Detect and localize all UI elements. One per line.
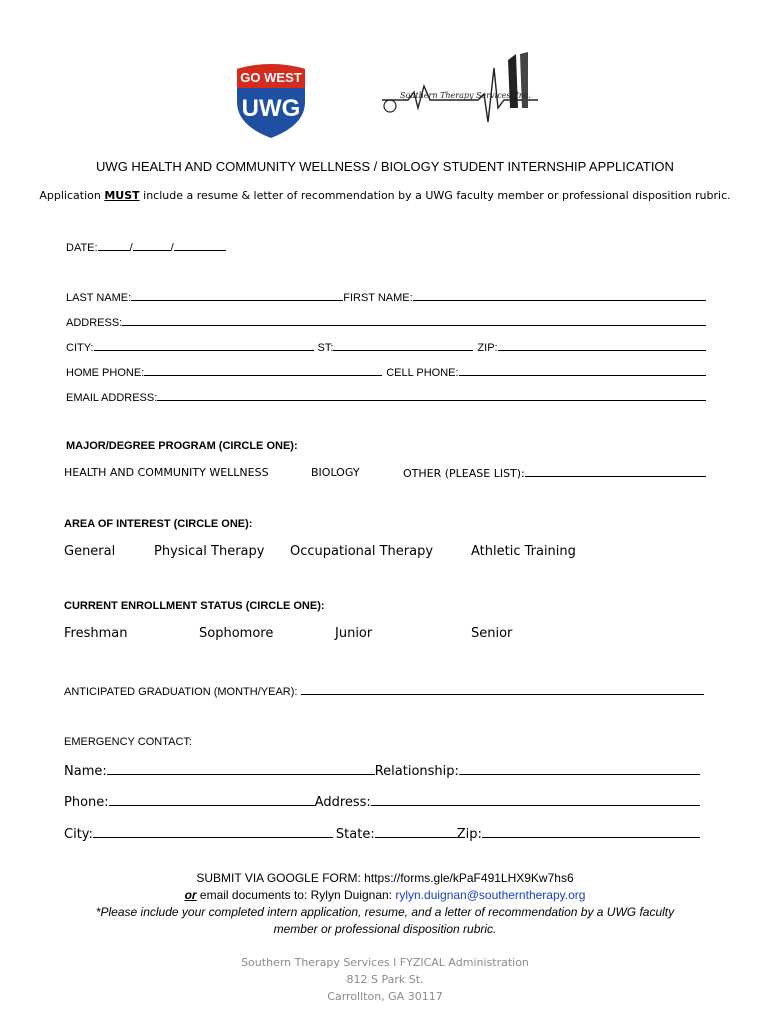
emergency-city-row [64,825,700,842]
last-name-label: LAST NAME: [66,292,132,304]
home-phone-label: HOME PHONE: [66,367,145,379]
emergency-name-field[interactable] [107,762,375,775]
city-row [66,340,706,354]
footer-city: Carrollton, GA 30117 [327,990,443,1003]
major-heading: MAJOR/DEGREE PROGRAM (CIRCLE ONE): [66,440,298,452]
date-label: DATE: [66,242,98,254]
graduation-row [64,684,704,698]
graduation-field[interactable] [301,684,704,695]
st-label: ST: [317,342,334,354]
st-field[interactable] [333,340,473,351]
intro-text [0,189,770,202]
graduation-label: ANTICIPATED GRADUATION (MONTH/YEAR): [64,686,298,698]
email-line-text: email documents to: Rylyn Duignan: [196,888,396,902]
name-row [66,290,706,304]
enrollment-option-sophomore[interactable]: Sophomore [199,626,274,641]
emergency-name-row [64,762,700,779]
cell-phone-label: CELL PHONE: [386,367,459,379]
major-option-hcw[interactable]: HEALTH AND COMMUNITY WELLNESS [64,466,269,479]
note-line-2: member or professional disposition rubric. [273,922,497,936]
interest-option-physical-therapy[interactable]: Physical Therapy [154,544,265,559]
city-label: CITY: [66,342,94,354]
emergency-phone-label: Phone: [64,795,109,810]
emergency-phone-row [64,793,700,810]
enrollment-option-freshman[interactable]: Freshman [64,626,128,641]
emergency-relationship-field[interactable] [459,762,700,775]
contact-email-link[interactable]: rylyn.duignan@southerntherapy.org [395,888,586,902]
uwg-logo-top-text: GO WEST [240,70,302,85]
emergency-state-field[interactable] [375,825,457,838]
zip-field[interactable] [498,340,706,351]
intro-must: MUST [104,189,140,202]
footer-org: Southern Therapy Services l FYZICAL Administration [241,956,529,969]
intro-after: include a resume & letter of recommendation by a UWG faculty member or professional disposition rubric. [139,189,731,202]
email-line [0,888,770,902]
submit-line: SUBMIT VIA GOOGLE FORM: https://forms.gle/kPaF491LHX9Kw7hs6 [196,871,574,885]
major-other-field[interactable] [525,466,706,477]
home-phone-field[interactable] [144,365,382,376]
interest-heading: AREA OF INTEREST (CIRCLE ONE): [64,518,253,530]
emergency-zip-field[interactable] [482,825,700,838]
enrollment-option-junior[interactable]: Junior [335,626,373,641]
major-option-biology[interactable]: BIOLOGY [311,466,360,479]
intro-before: Application [39,189,105,202]
emergency-state-label: State: [335,827,375,842]
email-row [66,390,706,404]
address-field[interactable] [122,315,706,326]
southern-therapy-logo [378,50,543,128]
footer-street: 812 S Park St. [346,973,424,986]
emergency-phone-field[interactable] [109,793,315,806]
note-line-1: *Please include your completed intern application, resume, and a letter of recommendation by a UWG faculty [95,905,675,919]
major-option-other-label: OTHER (PLEASE LIST): [403,467,525,480]
southern-therapy-logo-text: Southern Therapy Services, Inc. [400,91,531,100]
last-name-field[interactable] [131,290,343,301]
interest-option-occupational-therapy[interactable]: Occupational Therapy [290,544,434,559]
address-row [66,315,706,329]
emergency-address-field[interactable] [371,793,700,806]
emergency-city-label: City: [64,827,93,842]
first-name-label: FIRST NAME: [343,292,413,304]
date-field[interactable]: DATE: / / [66,240,226,254]
email-or: or [184,888,197,902]
phone-row [66,365,706,379]
interest-option-athletic-training[interactable]: Athletic Training [471,544,576,559]
zip-label: ZIP: [477,342,498,354]
interest-option-general[interactable]: General [64,544,116,559]
emergency-name-label: Name: [64,764,107,779]
first-name-field[interactable] [413,290,706,301]
emergency-relationship-label: Relationship: [374,764,459,779]
emergency-address-label: Address: [314,795,371,810]
emergency-heading: EMERGENCY CONTACT: [64,736,192,748]
enrollment-heading: CURRENT ENROLLMENT STATUS (CIRCLE ONE): [64,600,325,612]
emergency-city-field[interactable] [93,825,333,838]
city-field[interactable] [94,340,314,351]
uwg-logo [232,58,310,140]
emergency-zip-label: Zip: [456,827,482,842]
address-label: ADDRESS: [66,317,123,329]
email-label: EMAIL ADDRESS: [66,392,158,404]
uwg-logo-main-text: UWG [241,95,301,122]
major-option-other[interactable] [403,466,706,480]
page-title: UWG HEALTH AND COMMUNITY WELLNESS / BIOLOGY STUDENT INTERNSHIP APPLICATION [96,159,674,174]
cell-phone-field[interactable] [459,365,706,376]
email-field[interactable] [157,390,706,401]
enrollment-option-senior[interactable]: Senior [471,626,513,641]
